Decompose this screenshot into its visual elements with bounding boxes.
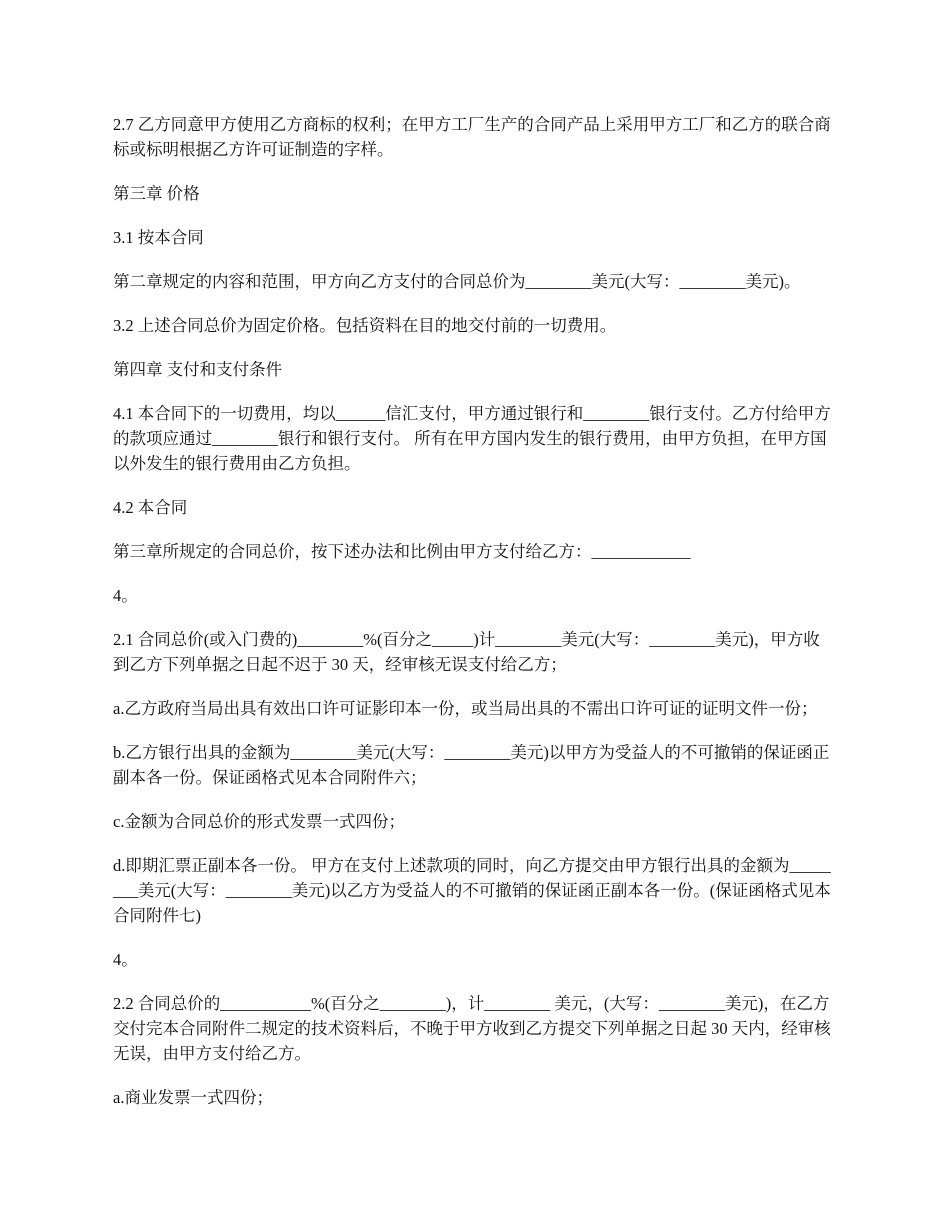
clause-4-2-text: 第三章所规定的合同总价，按下述办法和比例由甲方支付给乙方：____________: [113, 542, 691, 561]
item-d: d.即期汇票正副本各一份。 甲方在支付上述款项的同时，向乙方提交由甲方银行出具的金额为________美元(大写：________美元)以乙方为受益人的不可撤销的保证函正副本各一份。(保证函格式见本合同附件七): [113, 856, 831, 925]
chapter-3-heading: 第三章 价格: [113, 184, 200, 203]
chapter-4-heading: 第四章 支付和支付条件: [113, 360, 283, 379]
clause-4-1: 4.1 本合同下的一切费用，均以______信汇支付，甲方通过银行和________银行支付。乙方付给甲方的款项应通过________银行和银行支付。 所有在甲方国内发生的银行费用，由甲方负担，在甲方国以外发生的银行费用由乙方负担。: [113, 404, 831, 473]
clause-2-7: 2.7 乙方同意甲方使用乙方商标的权利；在甲方工厂生产的合同产品上采用甲方工厂和乙方的联合商标或标明根据乙方许可证制造的字样。: [113, 115, 831, 159]
document-body: [113, 112, 835, 1129]
clause-3-2: 3.2 上述合同总价为固定价格。包括资料在目的地交付前的一切费用。: [113, 316, 617, 335]
clause-2-1: 2.1 合同总价(或入门费的)________%(百分之_____)计________美元(大写：________美元)，甲方收到乙方下列单据之日起不迟于 30 天，经审核无误支付给乙方；: [113, 630, 820, 674]
section-number: 4。: [113, 586, 138, 605]
clause-2-2: 2.2 合同总价的___________%(百分之________)，计________ 美元，(大写：________美元)，在乙方交付完本合同附件二规定的技术资料后，不晚于甲方收到乙方提交下列单据之日起 30 天内，经审核无误，由甲方支付给乙方。: [113, 994, 831, 1063]
clause-4-2: 4.2 本合同: [113, 498, 188, 517]
item-a: a.乙方政府当局出具有效出口许可证影印本一份，或当局出具的不需出口许可证的证明文件一份；: [113, 699, 818, 718]
clause-3-1: 3.1 按本合同: [113, 228, 204, 247]
item-a-commercial-invoice: a.商业发票一式四份；: [113, 1088, 273, 1107]
clause-3-1-text: 第二章规定的内容和范围，甲方向乙方支付的合同总价为________美元(大写：________美元)。: [113, 272, 801, 291]
section-number: 4。: [113, 950, 138, 969]
item-b: b.乙方银行出具的金额为________美元(大写：________美元)以甲方为受益人的不可撤销的保证函正副本各一份。保证函格式见本合同附件六；: [113, 743, 830, 787]
item-c: c.金额为合同总价的形式发票一式四份；: [113, 812, 405, 831]
